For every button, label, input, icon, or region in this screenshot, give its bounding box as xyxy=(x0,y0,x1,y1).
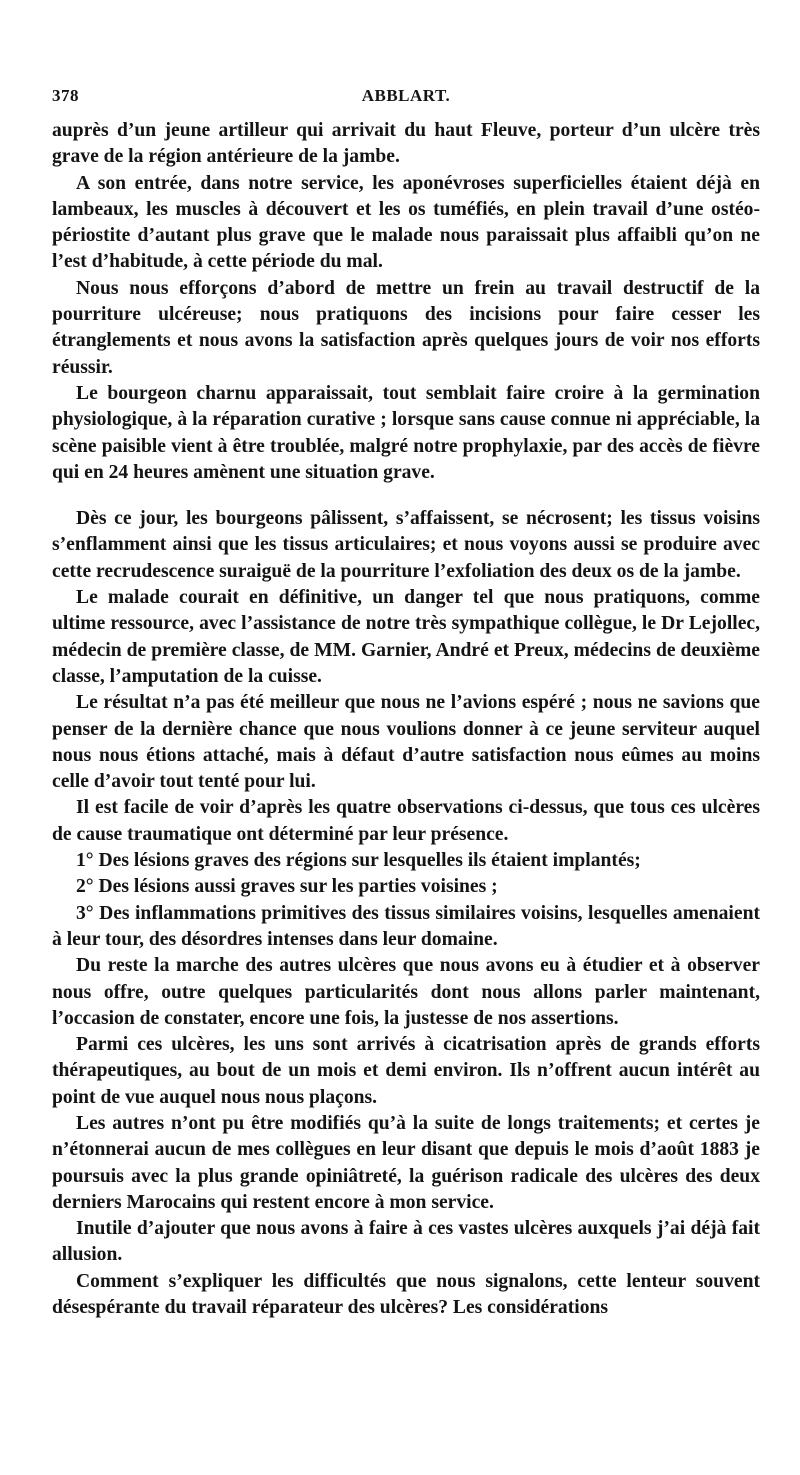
paragraph: Le malade courait en définitive, un danger tel que nous pratiquons, comme ultime ressource, avec l’assistance de notre très sympathique collègue, le Dr Lejollec, médecin de première classe, de MM. Garnier, André et Preux, médecins de deuxième classe, l’amputation de la cuisse. xyxy=(52,587,760,687)
list-item: 3° Des inflammations primitives des tissus similaires voisins, lesquelles amenaient à leur tour, des désordres intenses dans leur domaine. xyxy=(52,902,760,950)
paragraph: Comment s’expliquer les difficultés que nous signalons, cette lenteur souvent désespérante du travail réparateur des ulcères? Les considérations xyxy=(52,1270,760,1319)
paragraph: Du reste la marche des autres ulcères que nous avons eu à étudier et à observer nous offre, outre quelques particularités dont nous allons parler maintenant, l’occasion de constater, encore une fois, la justesse de nos assertions. xyxy=(52,955,760,1029)
paragraph: Nous nous efforçons d’abord de mettre un frein au travail destructif de la pourriture ulcéreuse; nous pratiquons des incisions pour faire cesser les étranglements et nous avons la satisfaction après quelques jours de voir nos efforts réussir. xyxy=(52,277,760,378)
page-header xyxy=(52,86,760,110)
paragraph: Parmi ces ulcères, les uns sont arrivés à cicatrisation après de grands efforts thérapeutiques, au bout de un mois et demi environ. Ils n’offrent aucun intérêt au point de vue auquel nous nous plaçons. xyxy=(52,1034,760,1108)
paragraph: A son entrée, dans notre service, les aponévroses superficielles étaient déjà en lambeaux, les muscles à découvert et les os tuméfiés, en plein travail d’une ostéo-périostite d’autant plus grave que le malade nous paraissait plus affaibli qu’on ne l’est d’habitude, à cette période du mal. xyxy=(52,172,760,273)
paragraph: Le bourgeon charnu apparaissait, tout semblait faire croire à la germination physiologique, à la réparation curative ; lorsque sans cause connue ni appréciable, la scène paisible vient à être troublée, malgré notre prophylaxie, par des accès de fièvre qui en 24 heures amènent une situation grave. xyxy=(52,382,760,483)
paragraph: auprès d’un jeune artilleur qui arrivait du haut Fleuve, porteur d’un ulcère très grave de la région antérieure de la jambe. xyxy=(52,120,760,168)
paragraph: Il est facile de voir d’après les quatre observations ci-dessus, que tous ces ulcères de cause traumatique ont déterminé par leur présence. xyxy=(52,797,760,845)
page-body xyxy=(52,118,760,1321)
paragraph: Dès ce jour, les bourgeons pâlissent, s’affaissent, se nécrosent; les tissus voisins s’enflamment ainsi que les tissus articulaires; et nous voyons aussi se produire avec cette recrudescence suraiguë de la pourriture l’exfoliation des deux os de la jambe. xyxy=(52,508,760,582)
list-item: 2° Des lésions aussi graves sur les parties voisines ; xyxy=(76,876,498,898)
paragraph: Les autres n’ont pu être modifiés qu’à la suite de longs traitements; et certes je n’étonnerai aucun de mes collègues en leur disant que depuis le mois d’août 1883 je poursuis avec la plus grande opiniâtreté, la guérison radicale des ulcères des deux derniers Marocains qui restent encore à mon service. xyxy=(52,1112,760,1213)
running-head: ABBLART. xyxy=(361,86,451,105)
paragraph: Le résultat n’a pas été meilleur que nous ne l’avions espéré ; nous ne savions que penser de la dernière chance que nous voulions donner à ce jeune serviteur auquel nous nous étions attaché, mais à défaut d’autre satisfaction nous eûmes au moins celle d’avoir tout tenté pour lui. xyxy=(52,692,760,793)
page-number: 378 xyxy=(52,86,79,105)
paragraph: Inutile d’ajouter que nous avons à faire à ces vastes ulcères auxquels j’ai déjà fait allusion. xyxy=(52,1218,760,1266)
list-item: 1° Des lésions graves des régions sur lesquelles ils étaient implantés; xyxy=(76,850,641,872)
